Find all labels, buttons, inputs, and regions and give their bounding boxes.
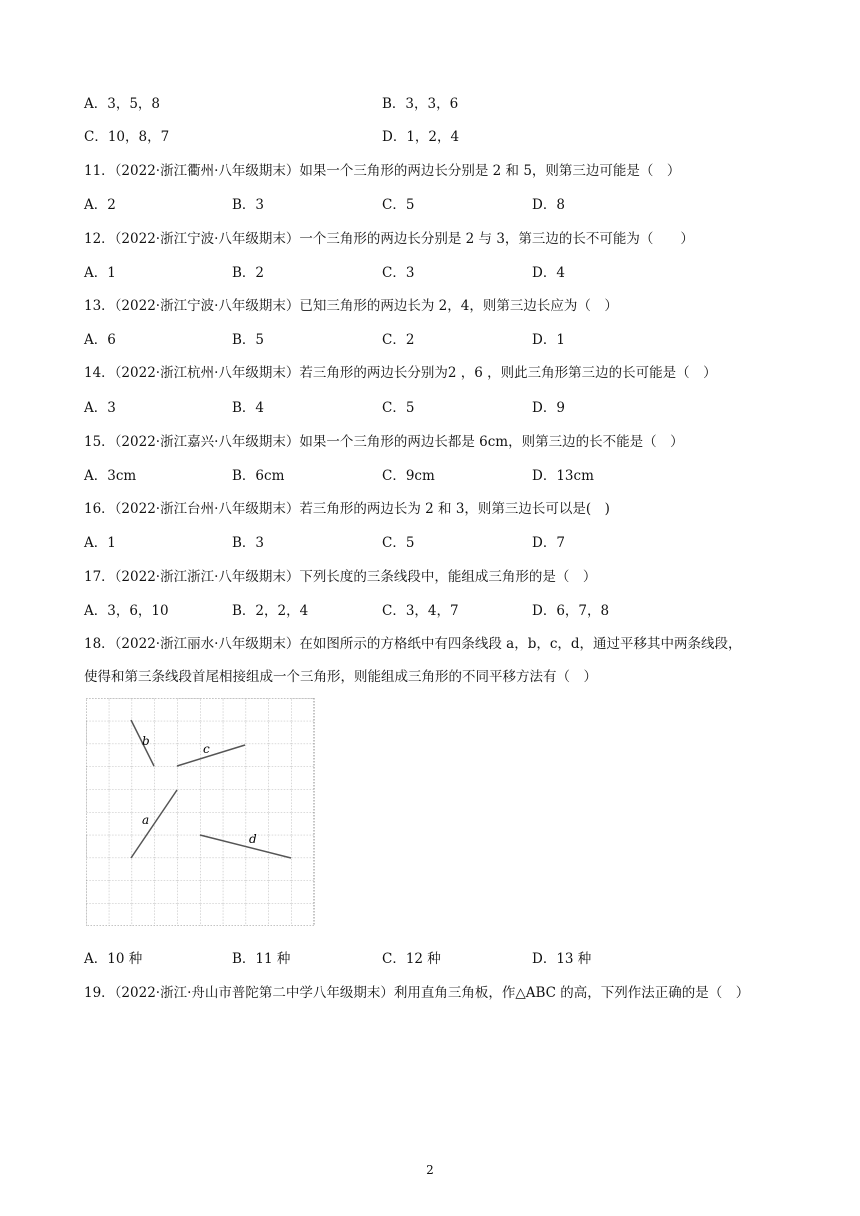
q13-option-a: A．6: [84, 332, 116, 348]
q16-option-a: A．1: [84, 535, 116, 551]
q18-option-a: A．10 种: [84, 951, 143, 967]
q18-option-d: D．13 种: [532, 951, 592, 967]
option-c: C．10，8，7: [84, 129, 170, 145]
option-a: A．3，5，8: [84, 96, 161, 112]
grid-figure-svg: [86, 698, 316, 926]
q15-option-a: A．3cm: [84, 468, 137, 484]
question-11: 11．（2022·浙江衢州·八年级期末）如果一个三角形的两边长分别是 2 和 5，则第三边可能是（ ）: [84, 163, 681, 179]
q15-option-c: C．9cm: [382, 468, 435, 484]
q16-option-c: C．5: [382, 535, 415, 551]
q16-option-b: B．3: [232, 535, 265, 551]
question-13: 13．（2022·浙江宁波·八年级期末）已知三角形的两边长为 2，4，则第三边长应为（ ）: [84, 298, 618, 314]
q17-option-b: B．2，2，4: [232, 603, 309, 619]
q12-option-a: A．1: [84, 265, 116, 281]
label-b: b: [142, 734, 150, 748]
q14-option-d: D．9: [532, 400, 565, 416]
label-d: d: [249, 832, 257, 846]
q17-option-d: D．6，7，8: [532, 603, 610, 619]
q13-option-b: B．5: [232, 332, 265, 348]
q13-option-d: D．1: [532, 332, 565, 348]
q12-option-c: C．3: [382, 265, 415, 281]
page-number: 2: [426, 1163, 434, 1177]
question-15: 15．（2022·浙江嘉兴·八年级期末）如果一个三角形的两边长都是 6cm，则第三边的长不能是（ ）: [84, 434, 684, 450]
q17-option-a: A．3，6，10: [84, 603, 169, 619]
q15-option-d: D．13cm: [532, 468, 594, 484]
q14-option-a: A．3: [84, 400, 116, 416]
q16-option-d: D．7: [532, 535, 565, 551]
q11-option-c: C．5: [382, 197, 415, 213]
label-a: a: [142, 813, 150, 827]
question-17: 17．（2022·浙江浙江·八年级期末）下列长度的三条线段中，能组成三角形的是（ ）: [84, 569, 597, 585]
question-14: 14．（2022·浙江杭州·八年级期末）若三角形的两边长分别为2 ，6 ，则此三角形第三边的长可能是（ ）: [84, 365, 717, 381]
q12-option-d: D．4: [532, 265, 565, 281]
q18-option-b: B．11 种: [232, 951, 291, 967]
q11-option-b: B．3: [232, 197, 265, 213]
question-19: 19．（2022·浙江·舟山市普陀第二中学八年级期末）利用直角三角板，作△ABC 的高，下列作法正确的是（ ）: [84, 985, 750, 1001]
question-12: 12．（2022·浙江宁波·八年级期末）一个三角形的两边长分别是 2 与 3，第三边的长不可能为（ ）: [84, 231, 694, 247]
question-18-line-2: 使得和第三条线段首尾相接组成一个三角形，则能组成三角形的不同平移方法有（ ）: [84, 669, 597, 685]
question-16: 16．（2022·浙江台州·八年级期末）若三角形的两边长为 2 和 3，则第三边长可以是( ): [84, 501, 610, 517]
q14-option-c: C．5: [382, 400, 415, 416]
grid-figure: [86, 698, 316, 926]
q14-option-b: B．4: [232, 400, 265, 416]
q15-option-b: B．6cm: [232, 468, 285, 484]
q11-option-a: A．2: [84, 197, 116, 213]
q13-option-c: C．2: [382, 332, 415, 348]
q18-option-c: C．12 种: [382, 951, 441, 967]
label-c: c: [203, 742, 210, 756]
q17-option-c: C．3，4，7: [382, 603, 459, 619]
question-18-line-1: 18．（2022·浙江丽水·八年级期末）在如图所示的方格纸中有四条线段 a，b，c，d，通过平移其中两条线段，: [84, 636, 742, 652]
option-b: B．3，3，6: [382, 96, 459, 112]
option-d: D．1，2，4: [382, 129, 460, 145]
q12-option-b: B．2: [232, 265, 265, 281]
q11-option-d: D．8: [532, 197, 565, 213]
